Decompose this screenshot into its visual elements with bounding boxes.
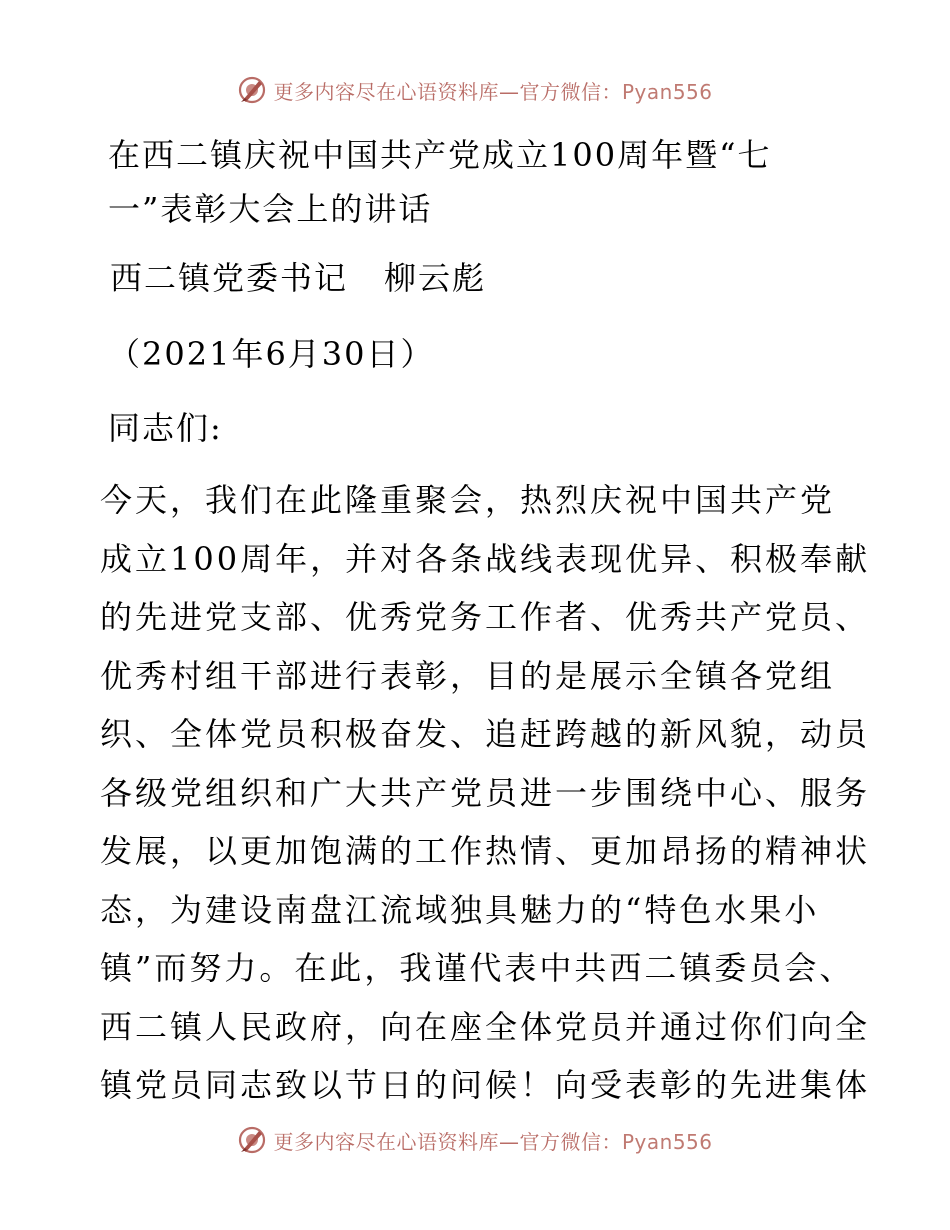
- speech-date: （2021年6月30日）: [108, 335, 435, 373]
- body-line: 镇党员同志致以节日的问候！向受表彰的先进集体: [100, 1066, 871, 1104]
- pen-circle-logo-icon: [237, 75, 267, 105]
- body-line: 西二镇人民政府，向在座全体党员并通过你们向全: [100, 1007, 871, 1046]
- body-line: 优秀村组干部进行表彰，目的是展示全镇各党组: [100, 656, 836, 695]
- body-line: 发展，以更加饱满的工作热情、更加昂扬的精神状: [100, 832, 871, 870]
- watermark-text: 更多内容尽在心语资料库—官方微信：Pyan556: [273, 79, 713, 104]
- watermark-text: 更多内容尽在心语资料库—官方微信：Pyan556: [273, 1129, 713, 1154]
- pen-circle-logo-icon: [237, 1125, 267, 1155]
- body-line: 的先进党支部、优秀党务工作者、优秀共产党员、: [100, 598, 871, 636]
- author-role: 西二镇党委书记: [110, 259, 349, 297]
- author-name: 柳云彪: [384, 259, 487, 297]
- body-line: 各级党组织和广大共产党员进一步围绕中心、服务: [100, 773, 871, 812]
- author-line: [110, 258, 486, 298]
- header-watermark: [0, 70, 950, 110]
- body-line: 织、全体党员积极奋发、追赶跨越的新风貌，动员: [100, 715, 871, 753]
- body-line: 今天，我们在此隆重聚会，热烈庆祝中国共产党: [100, 481, 836, 519]
- document-title: 在西二镇庆祝中国共产党成立100周年暨“七一”表彰大会上的讲话: [108, 136, 772, 228]
- footer-watermark: [0, 1120, 950, 1160]
- body-line: 成立100周年，并对各条战线表现优异、积极奉献: [100, 539, 871, 578]
- speech-body-paragraph: [100, 478, 871, 1122]
- salutation: 同志们:: [108, 409, 223, 447]
- body-line: 态，为建设南盘江流域独具魅力的“特色水果小: [100, 890, 820, 929]
- body-line: 镇”而努力。在此，我谨代表中共西二镇委员会、: [100, 949, 855, 987]
